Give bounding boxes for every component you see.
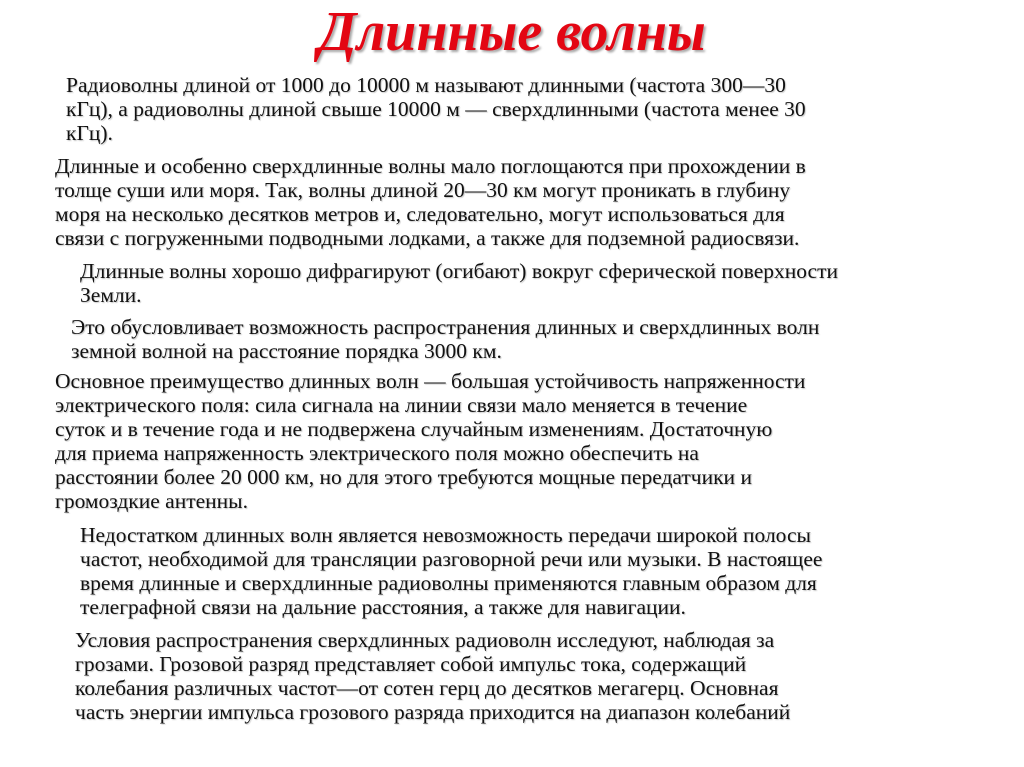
paragraph-disadvantage: Недостатком длинных волн является невозможность передачи широкой полосы частот, необходимой для трансляции разговорной речи или музыки. В настоящее время длинные и сверхдлинные радиоволны применяются главным образом для телеграфной связи на дальние расстояния, а также для навигации. bbox=[80, 523, 823, 619]
paragraph-diffraction: Длинные волны хорошо дифрагируют (огибают) вокруг сферической поверхности Земли. bbox=[80, 259, 838, 307]
paragraph-advantage: Основное преимущество длинных волн — большая устойчивость напряженности электрического поля: сила сигнала на линии связи мало меняется в течение суток и в течение года и не подвержена случайным изменениям. Достаточную для приема напряженность электрического поля можно обеспечить на расстоянии более 20 000 км, но для этого требуются мощные передатчики и громоздкие антенны. bbox=[55, 369, 806, 513]
paragraph-absorption: Длинные и особенно сверхдлинные волны мало поглощаются при прохождении в толще суши или моря. Так, волны длиной 20—30 км могут проникать в глубину моря на несколько десятков метров и, следовательно, могут использоваться для связи с погруженными подводными лодками, а также для подземной радиосвязи. bbox=[55, 154, 806, 250]
paragraph-thunderstorms: Условия распространения сверхдлинных радиоволн исследуют, наблюдая за грозами. Грозовой разряд представляет собой импульс тока, содержащий колебания различных частот—от сотен герц до десятков мегагерц. Основная часть энергии импульса грозового разряда приходится на диапазон колебаний bbox=[75, 628, 791, 724]
paragraph-ground-wave: Это обусловливает возможность распространения длинных и сверхдлинных волн земной волной на расстояние порядка 3000 км. bbox=[71, 315, 820, 363]
paragraph-wavelength-definition: Радиоволны длиной от 1000 до 10000 м называют длинными (частота 300—30 кГц), а радиоволны длиной свыше 10000 м — сверхдлинными (частота менее 30 кГц). bbox=[66, 73, 806, 145]
slide-title: Длинные волны bbox=[318, 1, 706, 63]
